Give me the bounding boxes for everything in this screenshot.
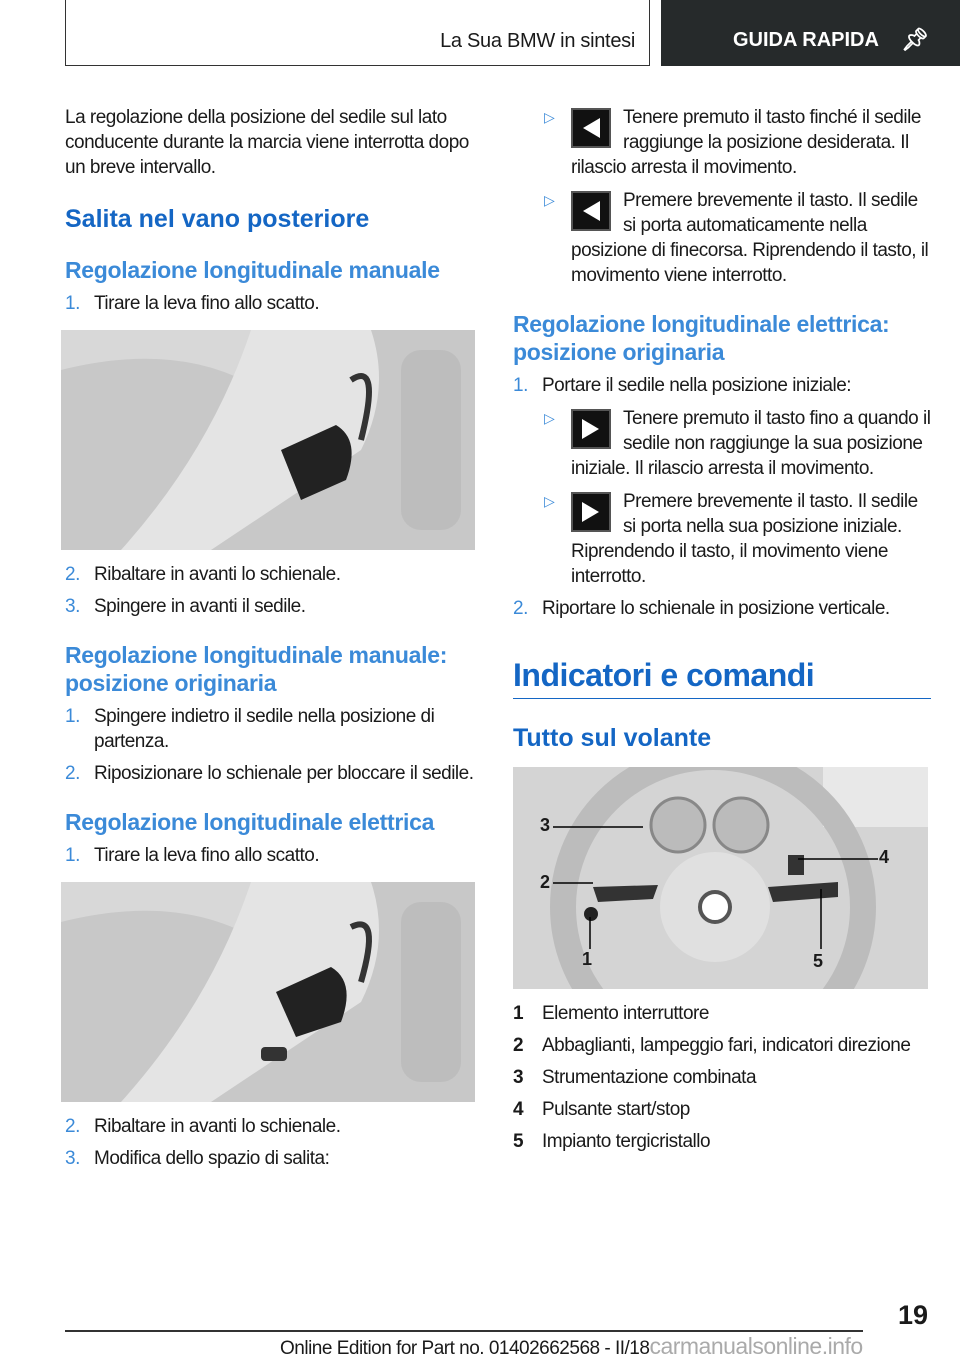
item-number: 1. bbox=[65, 706, 80, 727]
steering-wheel-image bbox=[513, 767, 928, 989]
button-left-icon bbox=[571, 191, 611, 231]
item-number: 1. bbox=[65, 293, 80, 314]
heading-manuale: Regolazione longitudinale manuale bbox=[65, 257, 440, 283]
item-number: 2. bbox=[513, 598, 528, 619]
sub-text: Premere brevemente il tasto. Il sedile si porta nella sua posizione iniziale. Riprendendo il tasto, il movimento viene interrotto. bbox=[571, 491, 918, 587]
item-text: Tirare la leva fino allo scatto. bbox=[94, 293, 320, 314]
edition-text: Online Edition for Part no. 01402662568 - II/18 bbox=[280, 1338, 650, 1359]
footer-text bbox=[280, 1333, 863, 1360]
item-text: Ribaltare in avanti lo schienale. bbox=[94, 1116, 341, 1137]
callout-4: 4 bbox=[879, 847, 890, 867]
button-right-icon bbox=[571, 492, 611, 532]
list-item bbox=[65, 291, 477, 316]
watermark: carmanualsonline.info bbox=[649, 1333, 863, 1359]
callout-3: 3 bbox=[540, 815, 551, 835]
item-text: Riportare lo schienale in posizione verticale. bbox=[542, 598, 890, 619]
item-text: Tirare la leva fino allo scatto. bbox=[94, 845, 320, 866]
list-item bbox=[65, 562, 477, 587]
triangle-bullet-icon: ▷ bbox=[544, 493, 555, 509]
list-item bbox=[65, 704, 477, 754]
legend-number: 3 bbox=[513, 1067, 524, 1088]
item-text: Riposizionare lo schienale per bloccare il sedile. bbox=[94, 763, 474, 784]
legend-text: Elemento interruttore bbox=[542, 1003, 709, 1024]
callout-5: 5 bbox=[813, 951, 824, 971]
sub-item bbox=[513, 105, 931, 180]
list-item bbox=[513, 596, 931, 621]
button-left-icon bbox=[571, 108, 611, 148]
item-number: 3. bbox=[65, 596, 80, 617]
section-title: La Sua BMW in sintesi bbox=[440, 30, 635, 52]
pin-icon: 📌︎ bbox=[900, 27, 929, 52]
callout-2: 2 bbox=[540, 872, 551, 892]
page-number: 19 bbox=[897, 1300, 928, 1330]
triangle-bullet-icon: ▷ bbox=[544, 192, 555, 208]
seat-lever-image-1 bbox=[61, 330, 475, 550]
list-item bbox=[513, 373, 931, 398]
sub-item bbox=[513, 188, 931, 288]
sub-item bbox=[513, 406, 931, 481]
button-right-icon bbox=[571, 409, 611, 449]
item-number: 2. bbox=[65, 564, 80, 585]
heading-indicatori: Indicatori e comandi bbox=[513, 657, 931, 699]
list-item bbox=[65, 594, 477, 619]
sub-text: Premere brevemente il tasto. Il sedile si porta automaticamente nella posizione di finecorsa. Riprendendo il tasto, il movimento viene interrotto. bbox=[571, 190, 929, 286]
heading-elettrica-originaria: Regolazione longitudinale elettrica: posizione originaria bbox=[513, 311, 890, 365]
heading-elettrica: Regolazione longitudinale elettrica bbox=[65, 809, 435, 835]
legend-item bbox=[513, 1065, 931, 1090]
legend-text: Pulsante start/stop bbox=[542, 1099, 690, 1120]
callout-1: 1 bbox=[582, 949, 593, 969]
legend-text: Abbaglianti, lampeggio fari, indicatori direzione bbox=[542, 1035, 911, 1056]
item-text: Ribaltare in avanti lo schienale. bbox=[94, 564, 341, 585]
sub-text: Tenere premuto il tasto fino a quando il sedile non raggiunge la sua posizione iniziale. Il rilascio arresta il movimento. bbox=[571, 408, 931, 479]
heading-salita: Salita nel vano posteriore bbox=[65, 205, 370, 233]
item-number: 1. bbox=[65, 845, 80, 866]
intro-text: La regolazione della posizione del sedile sul lato conducente durante la marcia viene interrotta dopo un breve intervallo. bbox=[65, 107, 469, 178]
sub-item bbox=[513, 489, 931, 589]
item-text: Spingere indietro il sedile nella posizione di partenza. bbox=[94, 706, 435, 752]
triangle-bullet-icon: ▷ bbox=[544, 109, 555, 125]
tab-guida-rapida[interactable] bbox=[661, 0, 960, 66]
sub-text: Tenere premuto il tasto finché il sedile raggiunge la posizione desiderata. Il rilascio arresta il movimento. bbox=[571, 107, 921, 178]
heading-manuale-originaria: Regolazione longitudinale manuale: posizione originaria bbox=[65, 642, 448, 696]
item-number: 3. bbox=[65, 1148, 80, 1169]
item-text: Modifica dello spazio di salita: bbox=[94, 1148, 330, 1169]
legend-number: 5 bbox=[513, 1131, 524, 1152]
item-text: Portare il sedile nella posizione iniziale: bbox=[542, 375, 852, 396]
legend-text: Strumentazione combinata bbox=[542, 1067, 757, 1088]
heading-volante: Tutto sul volante bbox=[513, 724, 712, 752]
list-item bbox=[65, 1114, 477, 1139]
legend-item bbox=[513, 1001, 931, 1026]
legend-item bbox=[513, 1097, 931, 1122]
item-number: 2. bbox=[65, 1116, 80, 1137]
list-item bbox=[65, 843, 477, 868]
item-text: Spingere in avanti il sedile. bbox=[94, 596, 306, 617]
footer-rule bbox=[65, 1330, 863, 1332]
list-item bbox=[65, 761, 477, 786]
tab-label: GUIDA RAPIDA bbox=[733, 28, 879, 51]
legend-number: 1 bbox=[513, 1003, 524, 1024]
item-number: 2. bbox=[65, 763, 80, 784]
right-column bbox=[513, 105, 931, 1154]
triangle-bullet-icon: ▷ bbox=[544, 410, 555, 426]
legend-item bbox=[513, 1033, 931, 1058]
item-number: 1. bbox=[513, 375, 528, 396]
seat-lever-image-2 bbox=[61, 882, 475, 1102]
list-item bbox=[65, 1146, 477, 1171]
left-column bbox=[65, 105, 477, 1171]
legend-number: 4 bbox=[513, 1099, 524, 1120]
legend-text: Impianto tergicristallo bbox=[542, 1131, 711, 1152]
legend-number: 2 bbox=[513, 1035, 524, 1056]
legend-item bbox=[513, 1129, 931, 1154]
